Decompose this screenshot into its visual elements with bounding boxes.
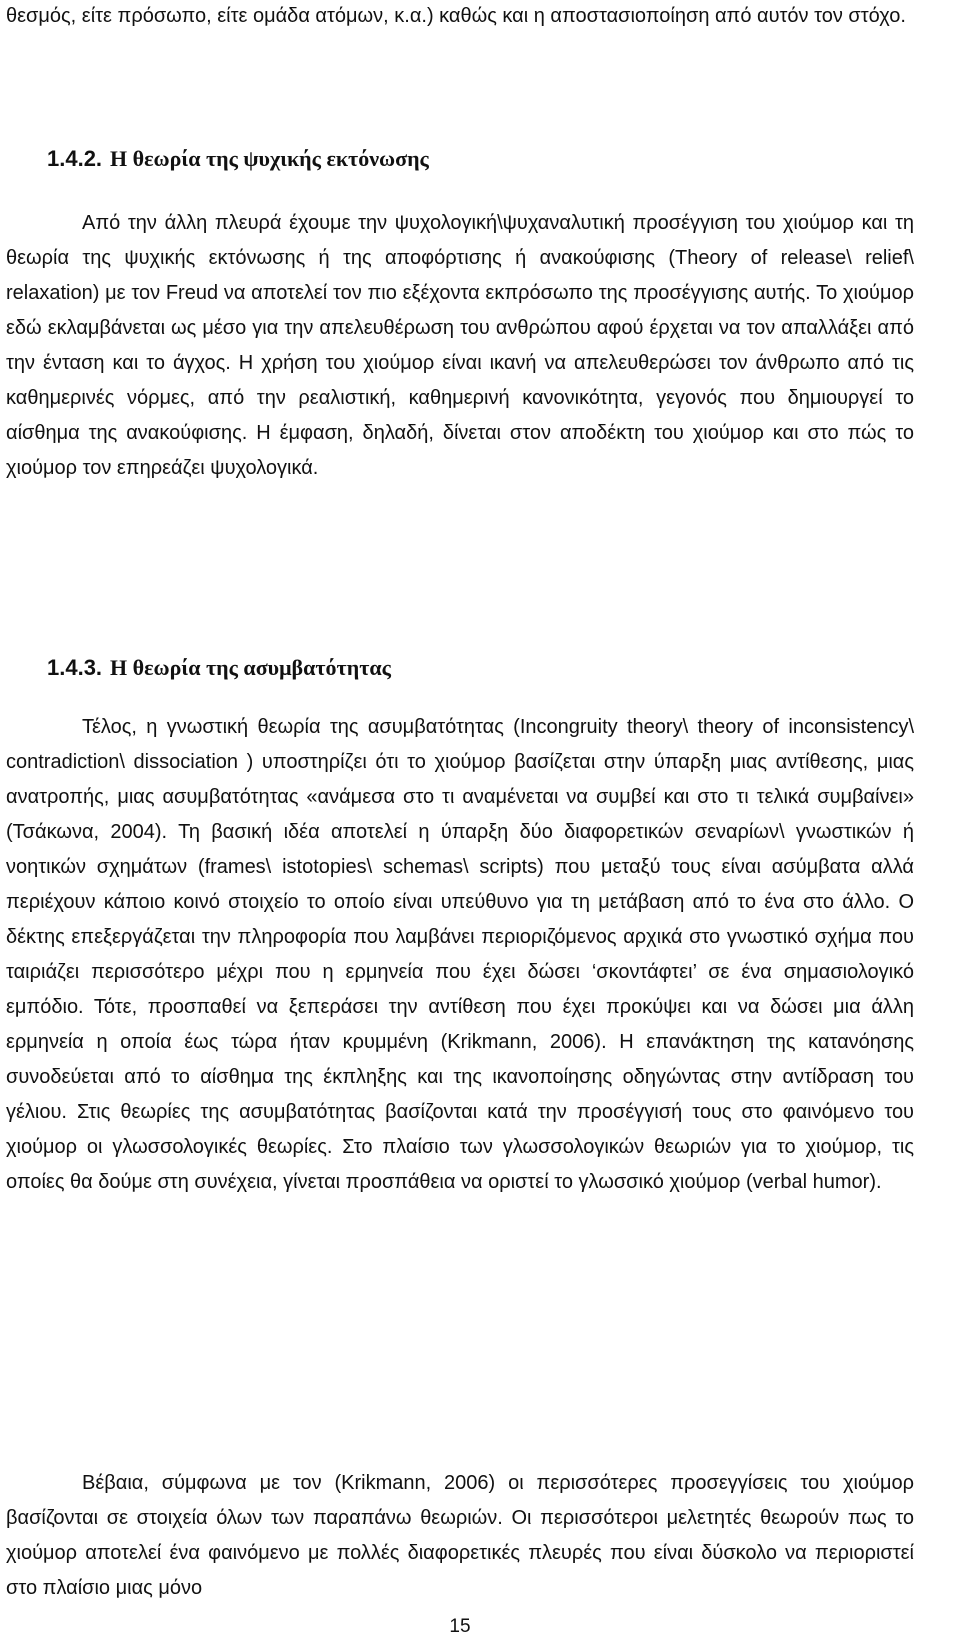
- section-number: 1.4.2.: [47, 146, 103, 171]
- document-page: [6, 0, 914, 1643]
- body-paragraph: Βέβαια, σύμφωνα με τον (Krikmann, 2006) οι περισσότερες προσεγγίσεις του χιούμορ βασίζονται σε στοιχεία όλων των παραπάνω θεωριών. Οι περισσότεροι μελετητές θεωρούν πως το χιούμορ αποτελεί ένα φαινόμενο με πολλές διαφορετικές πλευρές που είναι δύσκολο να περιοριστεί στο πλαίσιο μιας μόνο: [6, 1472, 914, 1599]
- section-heading-1-4-2: [47, 146, 429, 172]
- page-number: 15: [449, 1616, 471, 1637]
- section-heading-1-4-3: [47, 655, 391, 681]
- body-paragraph: Τέλος, η γνωστική θεωρία της ασυμβατότητας (Incongruity theory\ theory of inconsistency\ contradiction\ dissociation ) υποστηρίζει ότι το χιούμορ βασίζεται στην ύπαρξη μιας αντίθεσης, μιας ανατροπής, μιας ασυμβατότητας «ανάμεσα στο τι αναμένεται να συμβεί και στο τι τελικά συμβαίνει» (Τσάκωνα, 2004). Τη βασική ιδέα αποτελεί η ύπαρξη δύο διαφορετικών σεναρίων\ γνωστικών ή νοητικών σχημάτων (frames\ istotopies\ schemas\ scripts) που μεταξύ τους είναι ασύμβατα αλλά περιέχουν κάποιο κοινό στοιχείο το οποίο είναι υπεύθυνο για τη μετάβαση από το ένα στο άλλο. Ο δέκτης επεξεργάζεται την πληροφορία που λαμβάνει περιοριζόμενος αρχικά στο γνωστικό σχήμα που ταιριάζει περισσότερο μέχρι που η ερμηνεία που έχει δώσει ‘σκοντάφτει’ σε ένα σημασιολογικό εμπόδιο. Τότε, προσπαθεί να ξεπεράσει την αντίθεση που έχει προκύψει και να δώσει μια άλλη ερμηνεία η οποία έως τώρα ήταν κρυμμένη (Krikmann, 2006). Η επανάκτηση της κατανόησης συνοδεύεται από το αίσθημα της έκπληξης και της ικανοποίησης οδηγώντας στην αντίδραση του γέλιου. Στις θεωρίες της ασυμβατότητας βασίζονται κατά την προσέγγισή τους στο φαινόμενο του χιούμορ οι γλωσσολογικές θεωρίες. Στο πλαίσιο των γλωσσολογικών θεωριών για το χιούμορ, τις οποίες θα δούμε στη συνέχεια, γίνεται προσπάθεια να οριστεί το γλωσσικό χιούμορ (verbal humor).: [6, 716, 914, 1193]
- section-number: 1.4.3.: [47, 655, 103, 680]
- section-title: Η θεωρία της ψυχικής εκτόνωσης: [110, 146, 429, 171]
- section-title: Η θεωρία της ασυμβατότητας: [110, 655, 391, 680]
- intro-paragraph: θεσμός, είτε πρόσωπο, είτε ομάδα ατόμων, κ.α.) καθώς και η αποστασιοποίηση από αυτόν τον στόχο.: [6, 5, 906, 27]
- body-paragraph: Από την άλλη πλευρά έχουμε την ψυχολογική\ψυχαναλυτική προσέγγιση του χιούμορ και τη θεωρία της ψυχικής εκτόνωσης ή της αποφόρτισης ή ανακούφισης (Theory of release\ relief\ relaxation) με τον Freud να αποτελεί τον πιο εξέχοντα εκπρόσωπο της προσέγγισης αυτής. Το χιούμορ εδώ εκλαμβάνεται ως μέσο για την απελευθέρωση του ανθρώπου αφού έρχεται να τον απαλλάξει από την ένταση και το άγχος. Η χρήση του χιούμορ είναι ικανή να απελευθερώσει τον άνθρωπο από τις καθημερινές νόρμες, από την ρεαλιστική, καθημερινή κανονικότητα, γεγονός που δημιουργεί το αίσθημα της ανακούφισης. Η έμφαση, δηλαδή, δίνεται στον αποδέκτη του χιούμορ και στο πώς το χιούμορ τον επηρεάζει ψυχολογικά.: [6, 212, 914, 479]
